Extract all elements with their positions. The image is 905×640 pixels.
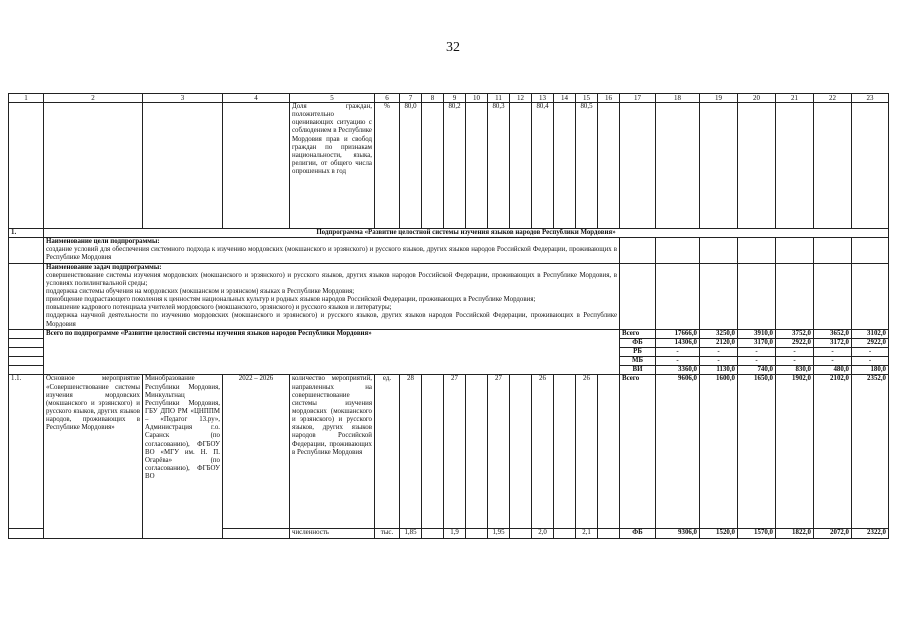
activity-indicator: численность [290,529,375,538]
col-num: 2 [44,94,143,103]
tasks-heading: Наименование задач подпрограммы: [46,263,162,271]
funding-value: - [852,347,889,356]
col-num: 4 [223,94,290,103]
col-num: 20 [738,94,776,103]
col-num: 7 [400,94,422,103]
funding-value: - [656,357,700,366]
col-num: 5 [290,94,375,103]
funding-source: Всего [620,375,656,529]
funding-value: 2322,0 [852,529,889,538]
funding-source: МБ [620,357,656,366]
indicator-unit: % [375,103,400,229]
indicator-value: 80,0 [400,103,422,229]
funding-value: 3652,0 [814,329,852,338]
funding-value: 3102,0 [852,329,889,338]
funding-value: - [738,347,776,356]
col-num: 15 [576,94,598,103]
funding-value: 740,0 [738,366,776,375]
funding-value: 480,0 [814,366,852,375]
col-num: 1 [9,94,44,103]
activity-row [9,375,889,529]
col-num: 8 [422,94,444,103]
activity-value: 1,9 [444,529,466,538]
activity-unit: ед. [375,375,400,529]
funding-value: 1650,0 [738,375,776,529]
activity-value: 27 [444,375,466,529]
funding-value: 2922,0 [776,338,814,347]
funding-value: 1902,0 [776,375,814,529]
activity-value: 27 [488,375,510,529]
funding-value: 1130,0 [700,366,738,375]
funding-value: 3172,0 [814,338,852,347]
funding-value: 1600,0 [700,375,738,529]
funding-value: - [814,357,852,366]
goal-cell [44,238,620,263]
funding-value: 2352,0 [852,375,889,529]
funding-value: 3910,0 [738,329,776,338]
indicator-text: Доля граждан, положительно оценивающих ситуацию с соблюдением в Республике Мордовия прав и свобод граждан по признакам национальности, языка, религии, от общего числа опрошенных в год [290,103,375,229]
tasks-cell [44,263,620,329]
col-num: 13 [532,94,554,103]
funding-source: Всего [620,329,656,338]
funding-source: РБ [620,347,656,356]
funding-value: - [656,347,700,356]
goal-text: создание условий для обеспечения системного подхода к изучению мордовских (мокшанского и эрзянского) и русского языков, других языков народов Российской Федерации, проживающих в Республике Мордовия [46,246,617,262]
funding-value: 830,0 [776,366,814,375]
funding-value: - [852,357,889,366]
subprogram-title-row [9,229,889,238]
column-number-row [9,94,889,103]
funding-value: - [700,357,738,366]
funding-value: 1822,0 [776,529,814,538]
funding-value: 3360,0 [656,366,700,375]
funding-value: 17666,0 [656,329,700,338]
funding-value: 2922,0 [852,338,889,347]
activity-value: 1,85 [400,529,422,538]
subprogram-total-label: Всего по подпрограмме «Развитие целостной системы изучения языков народов Республики Мордовия» [44,329,620,375]
page-number: 32 [446,40,460,55]
funding-value: 9306,0 [656,529,700,538]
tasks-text: совершенствование системы изучения мордовских (мокшанского и эрзянского) и русского языков, других языков народов Российской Федерации, проживающих в Республике Мордовия, в условиях полилингвальной среды; поддержка системы обучения на мордовских (мокшанском и эрзянском) языках в Республике Мордовия; приобщение подрастающего поколения к ценностям национальных культур и родных языков народов Российской Федерации, проживающих в Республике Мордовия; повышение кадрового потенциала учителей мордовского (мокшанского, эрзянского) и русского языков и литературы; поддержка научной деятельности по изучению мордовских (мокшанского и эрзянского) и русского языков, других языков народов Российской Федерации, проживающих в Республике Мордовия [46,271,617,328]
indicator-value: 80,3 [488,103,510,229]
col-num: 22 [814,94,852,103]
col-num: 18 [656,94,700,103]
funding-source: ФБ [620,338,656,347]
funding-source: ФБ [620,529,656,538]
col-num: 23 [852,94,889,103]
funding-source: ВИ [620,366,656,375]
activity-value: 26 [532,375,554,529]
funding-value: 2072,0 [814,529,852,538]
subprogram-number: 1. [9,229,44,238]
funding-value: 3752,0 [776,329,814,338]
activity-value: 28 [400,375,422,529]
col-num: 3 [143,94,223,103]
funding-value: - [738,357,776,366]
col-num: 19 [700,94,738,103]
col-num: 6 [375,94,400,103]
goal-heading: Наименование цели подпрограммы: [46,238,160,246]
funding-value: - [700,347,738,356]
funding-value: 2102,0 [814,375,852,529]
funding-value: - [814,347,852,356]
activity-unit: тыс. [375,529,400,538]
funding-value: 3250,0 [700,329,738,338]
col-num: 11 [488,94,510,103]
goal-row [9,238,889,263]
col-num: 10 [466,94,488,103]
col-num: 14 [554,94,576,103]
funding-value: 1520,0 [700,529,738,538]
activity-indicator: количество мероприятий, направленных на совершенствование системы изучения мордовских (мокшанского и эрзянского) и русского языков, других языков народов Российской Федерации, проживающих в Республике Мордовия [290,375,375,529]
funding-value: - [776,357,814,366]
funding-value: 3170,0 [738,338,776,347]
activity-value: 26 [576,375,598,529]
funding-value: 14306,0 [656,338,700,347]
activity-name: Основное мероприятие «Совершенствование системы изучения мордовских (мокшанского и эрзянского) и русского языков, других языков народов, проживающих в Республике Мордовия» [44,375,143,538]
funding-value: 9606,0 [656,375,700,529]
tasks-row [9,263,889,329]
indicator-row [9,103,889,229]
funding-value: 180,0 [852,366,889,375]
col-num: 9 [444,94,466,103]
activity-value: 2,1 [576,529,598,538]
col-num: 17 [620,94,656,103]
funding-value: 1570,0 [738,529,776,538]
activity-value: 2,0 [532,529,554,538]
indicator-value: 80,4 [532,103,554,229]
funding-value: 2120,0 [700,338,738,347]
activity-value: 1,95 [488,529,510,538]
indicator-value: 80,2 [444,103,466,229]
activity-period: 2022 – 2026 [223,375,290,529]
indicator-value: 80,5 [576,103,598,229]
funding-row [9,329,889,338]
col-num: 12 [510,94,532,103]
program-table [8,93,889,539]
col-num: 21 [776,94,814,103]
activity-executors: Минобразование Республики Мордовия, Минкультнац Республики Мордовия, ГБУ ДПО РМ «ЦНППМ – «Педагог 13.ру», Администрация г.о. Саранск (по согласованию), ФГБОУ ВО «МГУ им. Н. П. Огарёва» (по согласованию), ФГБОУ ВО [143,375,223,538]
activity-number: 1.1. [9,375,44,529]
funding-value: - [776,347,814,356]
subprogram-title: Подпрограмма «Развитие целостной системы изучения языков народов Республики Мордовия» [44,229,889,238]
col-num: 16 [598,94,620,103]
